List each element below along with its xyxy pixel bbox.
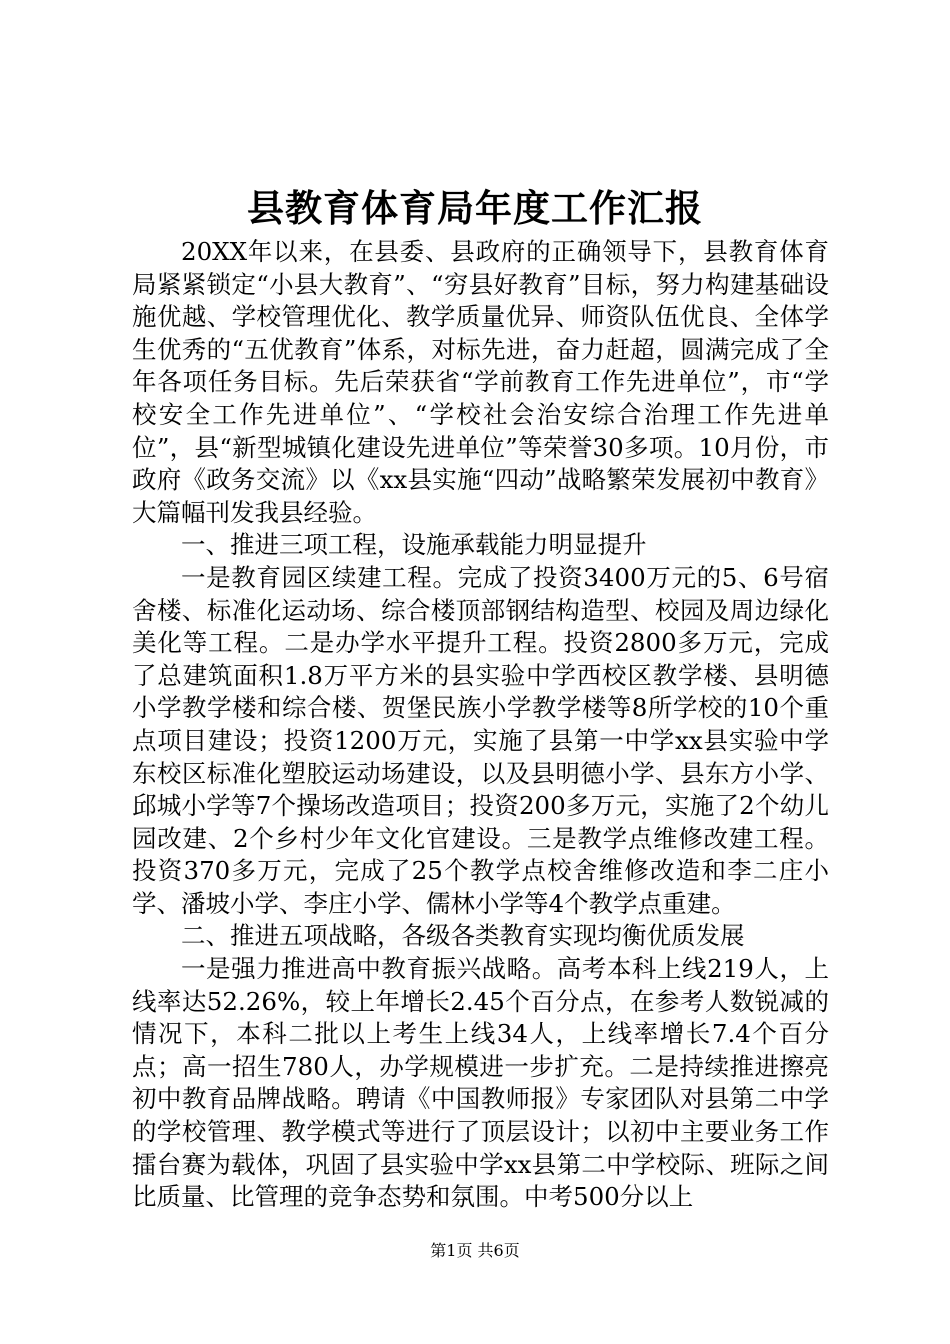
document-title: 县教育体育局年度工作汇报 bbox=[247, 186, 703, 230]
document-body bbox=[132, 236, 829, 1214]
paragraph-intro: 20XX年以来，在县委、县政府的正确领导下，县教育体育局紧紧锁定“小县大教育”、“穷县好教育”目标，努力构建基础设施优越、学校管理优化、教学质量优异、师资队伍优良、全体学生优秀的“五优教育”体系，对标先进，奋力赶超，圆满完成了全年各项任务目标。先后荣获省“学前教育工作先进单位”，市“学校安全工作先进单位”、“学校社会治安综合治理工作先进单位”，县“新型城镇化建设先进单位”等荣誉30多项。10月份，市政府《政务交流》以《xx县实施“四动”战略繁荣发展初中教育》大篇幅刊发我县经验。 bbox=[132, 237, 829, 527]
paragraph-section-1: 一是教育园区续建工程。完成了投资3400万元的5、6号宿舍楼、标准化运动场、综合楼顶部钢结构造型、校园及周边绿化美化等工程。二是办学水平提升工程。投资2800多万元，完成了总建筑面积1.8万平方米的县实验中学西校区教学楼、县明德小学教学楼和综合楼、贺堡民族小学教学楼等8所学校的10个重点项目建设；投资1200万元，实施了县第一中学xx县实验中学东校区标准化塑胶运动场建设，以及县明德小学、县东方小学、邱城小学等7个操场改造项目；投资200多万元，实施了2个幼儿园改建、2个乡村少年文化官建设。三是教学点维修改建工程。投资370多万元，完成了25个教学点校舍维修改造和李二庄小学、潘坡小学、李庄小学、儒林小学等4个教学点重建。 bbox=[132, 562, 829, 918]
section-heading-2: 二、推进五项战略，各级各类教育实现均衡优质发展 bbox=[181, 921, 745, 951]
section-heading-1: 一、推进三项工程，设施承载能力明显提升 bbox=[181, 530, 647, 560]
paragraph-section-2: 一是强力推进高中教育振兴战略。高考本科上线219人，上线率达52.26%，较上年增长2.45个百分点，在参考人数锐减的情况下，本科二批以上考生上线34人，上线率增长7.4个百分点；高一招生780人，办学规模进一步扩充。二是持续推进擦亮初中教育品牌战略。聘请《中国教师报》专家团队对县第二中学的学校管理、教学模式等进行了顶层设计；以初中主要业务工作擂台赛为载体，巩固了县实验中学xx县第二中学校际、班际之间比质量、比管理的竞争态势和氛围。中考500分以上 bbox=[132, 954, 829, 1212]
page-footer: 第1页 共6页 bbox=[430, 1241, 520, 1260]
